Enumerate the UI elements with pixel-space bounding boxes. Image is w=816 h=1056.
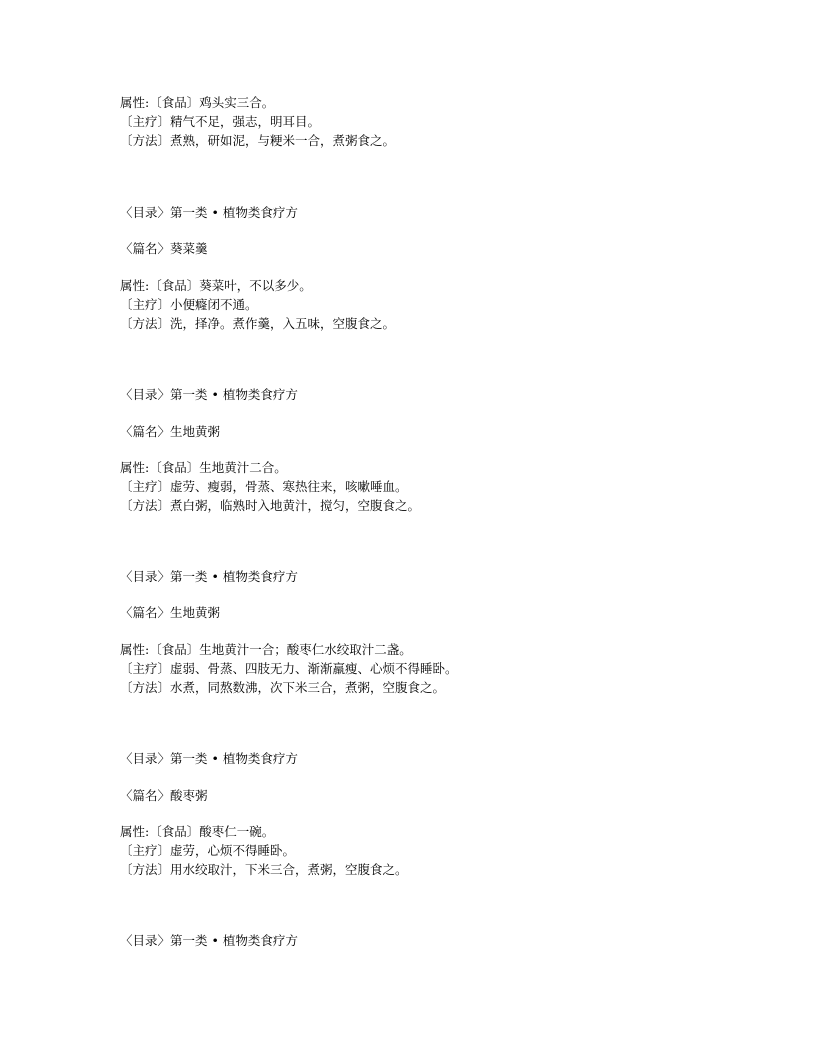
- catalog-heading: 〈目录〉第一类 • 植物类食疗方: [120, 387, 298, 402]
- catalog-heading: 〈目录〉第一类 • 植物类食疗方: [120, 205, 298, 220]
- entry-treatment-line: 〔主疗〕虚劳，心烦不得睡卧。: [120, 843, 296, 858]
- entry-treatment-line: 〔主疗〕小便癃闭不通。: [120, 297, 258, 312]
- entry-treatment-line: 〔主疗〕精气不足，强志，明耳目。: [120, 114, 321, 129]
- entry-attribute-line: 属性:〔食品〕葵菜叶，不以多少。: [120, 278, 312, 293]
- entry-title: 〈篇名〉生地黄粥: [120, 605, 221, 620]
- entry-attribute-line: 属性:〔食品〕生地黄汁二合。: [120, 460, 287, 475]
- entry-treatment-line: 〔主疗〕虚劳、瘦弱，骨蒸、寒热往来，咳嗽唾血。: [120, 479, 408, 494]
- entry-attribute-line: 属性:〔食品〕鸡头实三合。: [120, 95, 275, 110]
- entry-method-line: 〔方法〕煮白粥，临熟时入地黄汁，搅匀，空腹食之。: [120, 498, 421, 513]
- entry-title: 〈篇名〉葵菜羹: [120, 241, 208, 256]
- entry-treatment-line: 〔主疗〕虚弱、骨蒸、四肢无力、渐渐羸瘦、心烦不得睡卧。: [120, 661, 458, 676]
- entry-method-line: 〔方法〕用水绞取汁，下米三合，煮粥，空腹食之。: [120, 862, 408, 877]
- entry-title: 〈篇名〉酸枣粥: [120, 788, 208, 803]
- catalog-heading: 〈目录〉第一类 • 植物类食疗方: [120, 569, 298, 584]
- catalog-heading: 〈目录〉第一类 • 植物类食疗方: [120, 751, 298, 766]
- catalog-heading: 〈目录〉第一类 • 植物类食疗方: [120, 933, 298, 948]
- entry-title: 〈篇名〉生地黄粥: [120, 424, 221, 439]
- entry-method-line: 〔方法〕煮熟，研如泥，与粳米一合，煮粥食之。: [120, 133, 396, 148]
- entry-method-line: 〔方法〕洗，择净。煮作羹，入五味，空腹食之。: [120, 316, 396, 331]
- entry-attribute-line: 属性:〔食品〕生地黄汁一合；酸枣仁水绞取汁二盏。: [120, 642, 412, 657]
- entry-attribute-line: 属性:〔食品〕酸枣仁一碗。: [120, 824, 275, 839]
- entry-method-line: 〔方法〕水煮，同熬数沸，次下米三合，煮粥，空腹食之。: [120, 680, 446, 695]
